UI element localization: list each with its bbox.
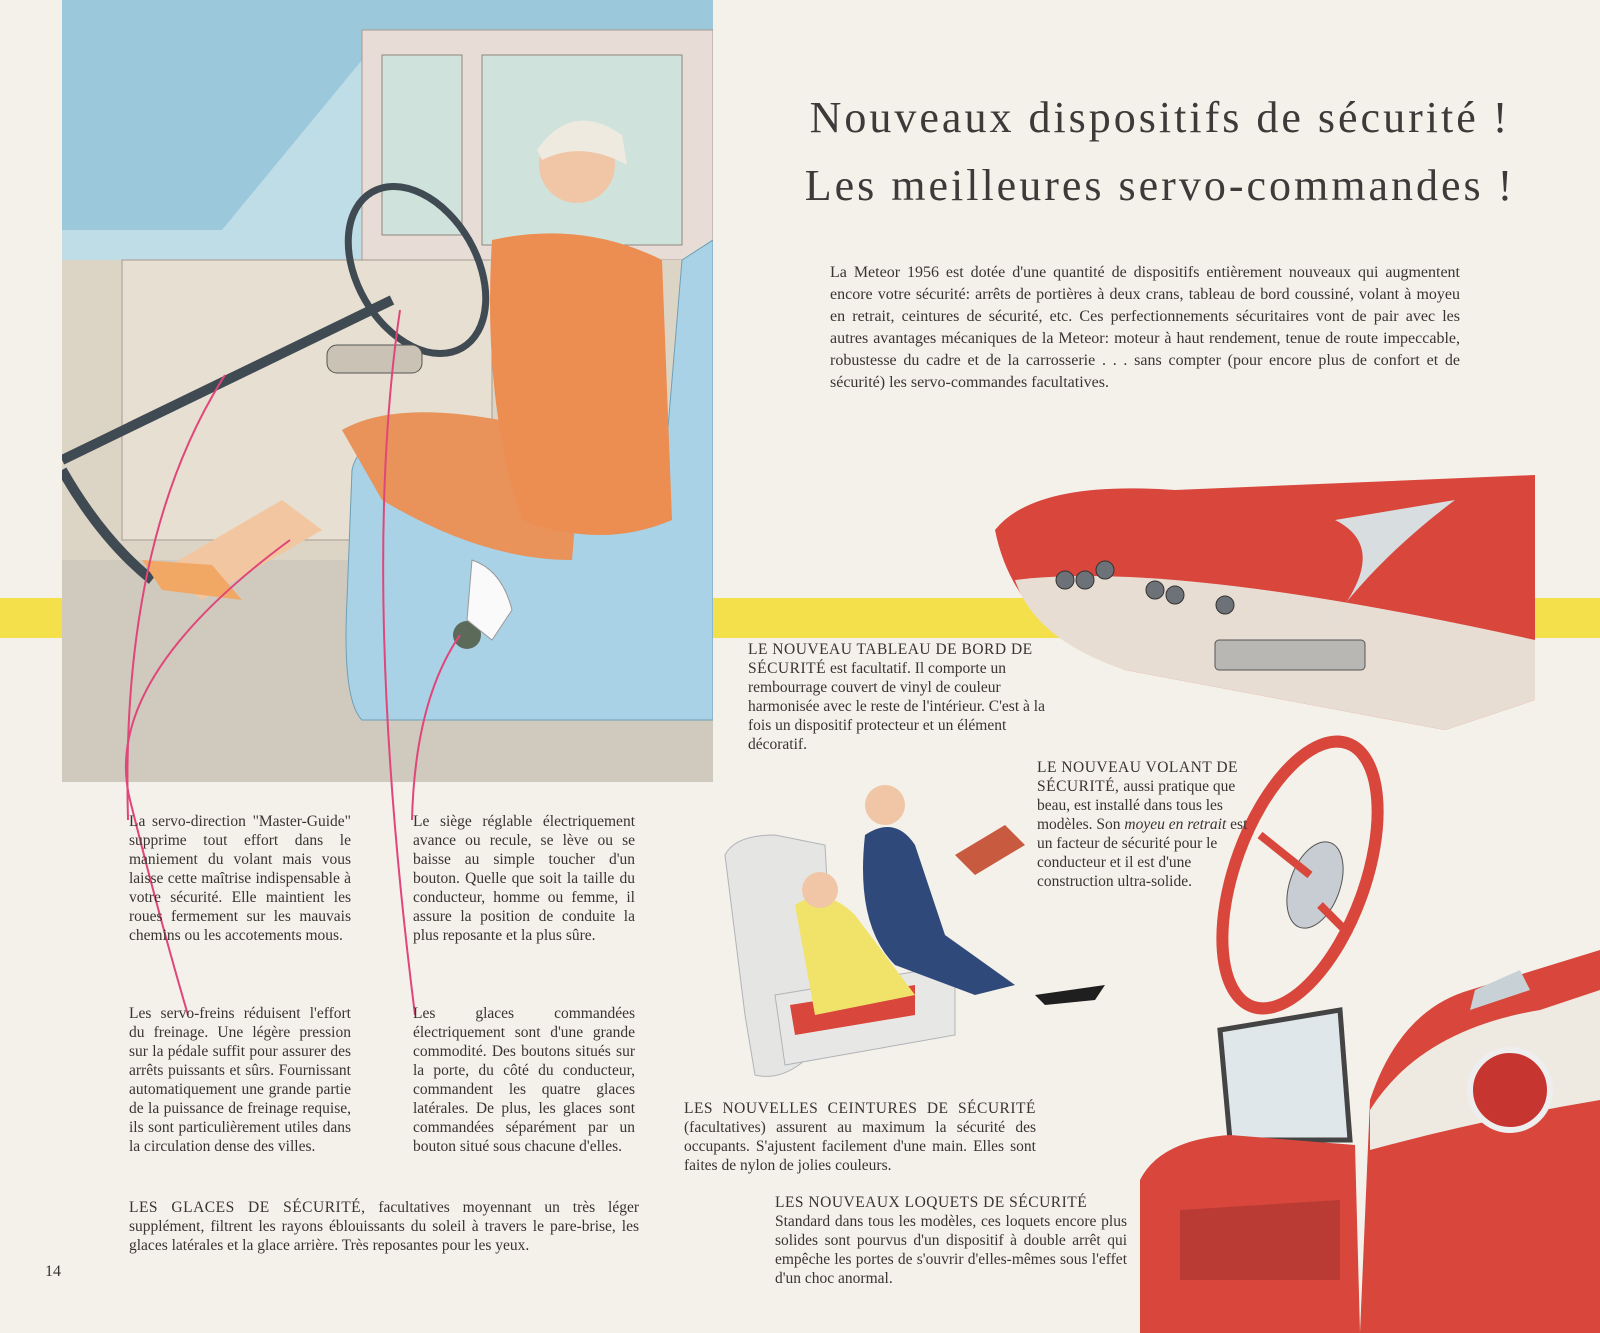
- headline-line-2: Les meilleures servo-commandes !: [804, 161, 1516, 210]
- caption-body: (facultatives) assurent au maximum la sécurité des occupants. S'ajustent facilement d'une main. Elles sont faites de nylon de jolies couleurs.: [684, 1119, 1036, 1174]
- caption-body: aussi pratique que beau, est installé dans tous les modèles. Son: [1037, 778, 1236, 833]
- caption-heading: LE NOUVEAU VOLANT DE SÉCURITÉ,: [1037, 759, 1239, 795]
- caption-italic: moyeu en retrait: [1124, 816, 1227, 833]
- caption-glaces-securite: [129, 1198, 639, 1255]
- headline-line-1: Nouveaux dispositifs de sécurité !: [809, 93, 1511, 142]
- caption-body: facultatives moyennant un très léger supplément, filtrent les rayons éblouissants du soleil à travers le pare-brise, les glaces latérales et la glace arrière. Très reposantes pour les yeux.: [129, 1199, 639, 1254]
- caption-ceintures: [684, 1099, 1036, 1175]
- caption-heading: LE NOUVEAU TABLEAU DE BORD DE SÉCURITÉ: [748, 641, 1033, 677]
- caption-heading: LES NOUVEAUX LOQUETS DE SÉCURITÉ: [775, 1194, 1088, 1211]
- caption-glaces-electriques: Les glaces commandées électriquement sont d'une grande commodité. Des boutons situés sur la porte, du côté du conducteur, commandent les quatre glaces latérales. De plus, les glaces sont commandées séparément par un bouton situé sous chacune d'elles.: [413, 1005, 635, 1155]
- caption-siege-reglable: Le siège réglable électriquement avance ou recule, se lève ou se baisse au simple toucher d'un bouton. Quelle que soit la taille du conducteur, homme ou femme, il assure la position de conduite la plus reposante et la plus sûre.: [413, 813, 635, 944]
- caption-body: est facultatif. Il comporte un rembourrage couvert de vinyl de couleur harmonisée avec le reste de l'intérieur. C'est à la fois un dispositif protecteur et un élément décoratif.: [748, 660, 1045, 753]
- caption-heading: LES NOUVELLES CEINTURES DE SÉCURITÉ: [684, 1100, 1036, 1117]
- caption-volant: [1037, 758, 1259, 891]
- caption-tableau-de-bord: [748, 640, 1048, 754]
- dashboard-illustration: [975, 470, 1555, 740]
- intro-paragraph: La Meteor 1956 est dotée d'une quantité de dispositifs entièrement nouveaux qui augmentent encore votre sécurité: arrêts de portières à deux crans, tableau de bord coussiné, volant à moyeu en retrait, ceintures de sécurité, etc. Ces perfectionnements sécuritaires vont de pair avec les autres avantages mécaniques de la Meteor: moteur à haut rendement, tenue de route impeccable, robustesse du cadre et de la carrosserie . . . sans compter (pour encore plus de confort et de sécurité) les servo-commandes facultatives.: [830, 264, 1460, 391]
- door-latch-illustration: [1140, 950, 1600, 1333]
- caption-loquets: [775, 1193, 1127, 1288]
- caption-body: Standard dans tous les modèles, ces loquets encore plus solides sont pourvus d'un dispositif à double arrêt qui empêche les portes de s'ouvrir d'elles-mêmes sous l'effet d'un choc anormal.: [775, 1213, 1127, 1287]
- page-number: 14: [45, 1263, 61, 1280]
- caption-servo-direction: La servo-direction "Master-Guide" supprime tout effort dans le maniement du volant mais vous laisse cette maîtrise indispensable à votre sécurité. Elle maintient les roues fermement sur les mauvais chemins ou les accotements mous.: [129, 813, 351, 944]
- caption-heading: LES GLACES DE SÉCURITÉ,: [129, 1199, 366, 1216]
- caption-body: est un facteur de sécurité pour le conducteur et il est d'une construction ultra-solide.: [1037, 816, 1248, 890]
- caption-servo-freins: Les servo-freins réduisent l'effort du freinage. Une légère pression sur la pédale suffit pour assurer des arrêts puissants et sûrs. Fournissant automatiquement une grande partie de la puissance de freinage requise, ils sont particulièrement utiles dans la circulation dense des villes.: [129, 1005, 351, 1155]
